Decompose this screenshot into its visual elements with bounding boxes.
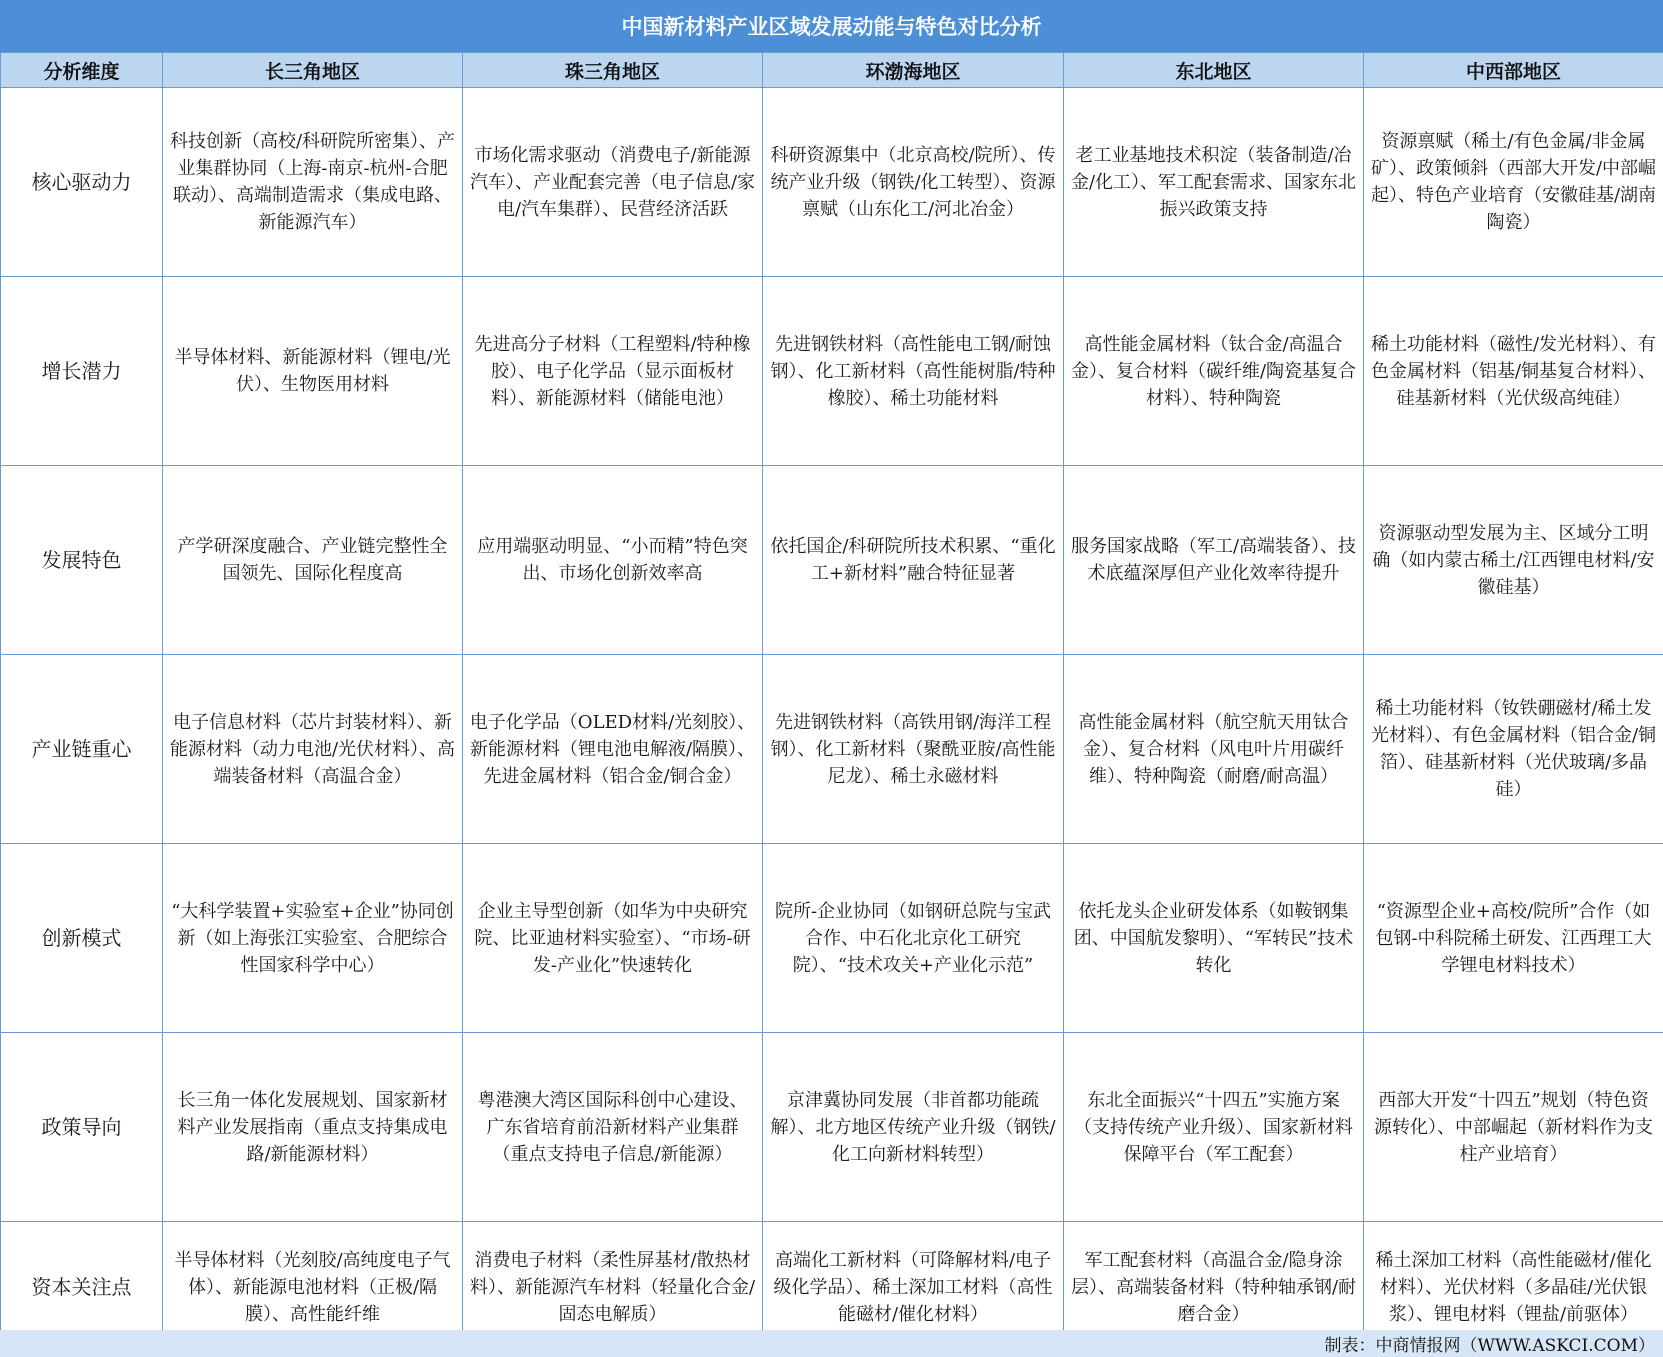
row-dimension: 创新模式 [1,844,163,1033]
table-cell: 消费电子材料（柔性屏基材/散热材料）、新能源汽车材料（轻量化合金/固态电解质） [463,1222,763,1353]
table-cell: 西部大开发“十四五”规划（特色资源转化）、中部崛起（新材料作为支柱产业培育） [1364,1033,1663,1222]
table-cell: 稀土功能材料（钕铁硼磁材/稀土发光材料）、有色金属材料（铝合金/铜箔）、硅基新材料（光伏玻璃/多晶硅） [1364,655,1663,844]
table-cell: 先进高分子材料（工程塑料/特种橡胶）、电子化学品（显示面板材料）、新能源材料（储能电池） [463,277,763,466]
table-cell: 服务国家战略（军工/高端装备）、技术底蕴深厚但产业化效率待提升 [1064,466,1364,655]
row-dimension: 政策导向 [1,1033,163,1222]
table-cell: 应用端驱动明显、“小而精”特色突出、市场化创新效率高 [463,466,763,655]
table-cell: 院所-企业协同（如钢研总院与宝武合作、中石化北京化工研究院）、“技术攻关+产业化示范” [763,844,1064,1033]
table-cell: 高端化工新材料（可降解材料/电子级化学品）、稀土深加工材料（高性能磁材/催化材料） [763,1222,1064,1353]
table-cell: 半导体材料、新能源材料（锂电/光伏）、生物医用材料 [163,277,463,466]
table-row [1,844,1663,1033]
row-dimension: 增长潜力 [1,277,163,466]
table-row [1,655,1663,844]
table-cell: 电子化学品（OLED材料/光刻胶）、新能源材料（锂电池电解液/隔膜）、先进金属材料（铝合金/铜合金） [463,655,763,844]
table-row [1,277,1663,466]
table-cell: 老工业基地技术积淀（装备制造/冶金/化工）、军工配套需求、国家东北振兴政策支持 [1064,88,1364,277]
header-yangtze-delta: 长三角地区 [163,53,463,88]
table-title: 中国新材料产业区域发展动能与特色对比分析 [0,0,1663,52]
table-cell: 科技创新（高校/科研院所密集）、产业集群协同（上海-南京-杭州-合肥联动）、高端制造需求（集成电路、新能源汽车） [163,88,463,277]
table-cell: 高性能金属材料（航空航天用钛合金）、复合材料（风电叶片用碳纤维）、特种陶瓷（耐磨/耐高温） [1064,655,1364,844]
table-row [1,466,1663,655]
table-cell: 先进钢铁材料（高性能电工钢/耐蚀钢）、化工新材料（高性能树脂/特种橡胶）、稀土功能材料 [763,277,1064,466]
row-dimension: 核心驱动力 [1,88,163,277]
table-cell: 高性能金属材料（钛合金/高温合金）、复合材料（碳纤维/陶瓷基复合材料）、特种陶瓷 [1064,277,1364,466]
table-cell: 产学研深度融合、产业链完整性全国领先、国际化程度高 [163,466,463,655]
table-cell: 先进钢铁材料（高铁用钢/海洋工程钢）、化工新材料（聚酰亚胺/高性能尼龙）、稀土永磁材料 [763,655,1064,844]
header-dimension: 分析维度 [1,53,163,88]
table-cell: 科研资源集中（北京高校/院所）、传统产业升级（钢铁/化工转型）、资源禀赋（山东化工/河北冶金） [763,88,1064,277]
table-cell: 稀土深加工材料（高性能磁材/催化材料）、光伏材料（多晶硅/光伏银浆）、锂电材料（锂盐/前驱体） [1364,1222,1663,1353]
header-northeast: 东北地区 [1064,53,1364,88]
row-dimension: 发展特色 [1,466,163,655]
table-cell: 长三角一体化发展规划、国家新材料产业发展指南（重点支持集成电路/新能源材料） [163,1033,463,1222]
table-cell: 企业主导型创新（如华为中央研究院、比亚迪材料实验室）、“市场-研发-产业化”快速转化 [463,844,763,1033]
header-pearl-delta: 珠三角地区 [463,53,763,88]
table-cell: 电子信息材料（芯片封装材料）、新能源材料（动力电池/光伏材料）、高端装备材料（高温合金） [163,655,463,844]
table-cell: 粤港澳大湾区国际科创中心建设、广东省培育前沿新材料产业集群（重点支持电子信息/新能源） [463,1033,763,1222]
table-cell: 市场化需求驱动（消费电子/新能源汽车）、产业配套完善（电子信息/家电/汽车集群）、民营经济活跃 [463,88,763,277]
header-bohai-rim: 环渤海地区 [763,53,1064,88]
table-cell: 资源驱动型发展为主、区域分工明确（如内蒙古稀土/江西锂电材料/安徽硅基） [1364,466,1663,655]
header-central-west: 中西部地区 [1364,53,1663,88]
row-dimension: 产业链重心 [1,655,163,844]
table-cell: “大科学装置+实验室+企业”协同创新（如上海张江实验室、合肥综合性国家科学中心） [163,844,463,1033]
comparison-table [0,52,1663,1353]
table-cell: 资源禀赋（稀土/有色金属/非金属矿）、政策倾斜（西部大开发/中部崛起）、特色产业培育（安徽硅基/湖南陶瓷） [1364,88,1663,277]
table-cell: 京津冀协同发展（非首都功能疏解）、北方地区传统产业升级（钢铁/化工向新材料转型） [763,1033,1064,1222]
table-row [1,1033,1663,1222]
table-cell: 军工配套材料（高温合金/隐身涂层）、高端装备材料（特种轴承钢/耐磨合金） [1064,1222,1364,1353]
header-row [1,53,1663,88]
table-cell: 稀土功能材料（磁性/发光材料）、有色金属材料（铝基/铜基复合材料）、硅基新材料（光伏级高纯硅） [1364,277,1663,466]
source-footer: 制表：中商情报网（WWW.ASKCI.COM） [0,1330,1663,1357]
table-cell: “资源型企业+高校/院所”合作（如包钢-中科院稀土研发、江西理工大学锂电材料技术） [1364,844,1663,1033]
row-dimension: 资本关注点 [1,1222,163,1353]
table-cell: 东北全面振兴“十四五”实施方案（支持传统产业升级）、国家新材料保障平台（军工配套） [1064,1033,1364,1222]
table-cell: 依托龙头企业研发体系（如鞍钢集团、中国航发黎明）、“军转民”技术转化 [1064,844,1364,1033]
table-cell: 半导体材料（光刻胶/高纯度电子气体）、新能源电池材料（正极/隔膜）、高性能纤维 [163,1222,463,1353]
table-cell: 依托国企/科研院所技术积累、“重化工+新材料”融合特征显著 [763,466,1064,655]
table-row [1,88,1663,277]
